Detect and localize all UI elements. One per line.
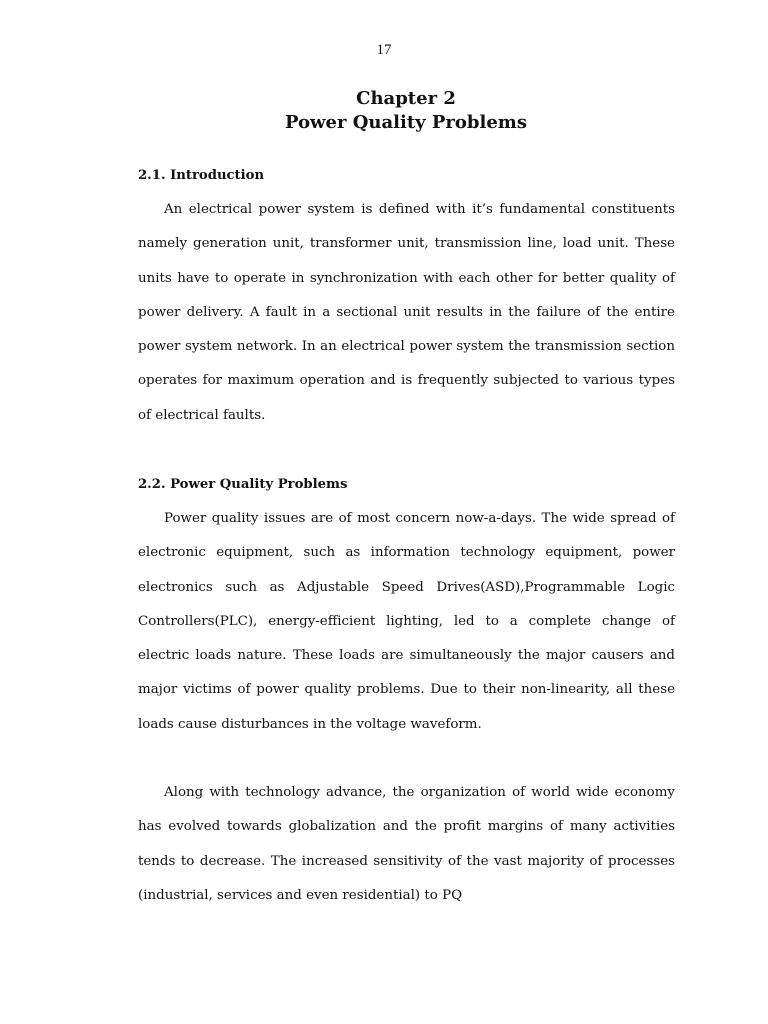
paragraph-technology-advance: Along with technology advance, the organization of world wide economy has evolved towards globalization and the profit margins of many activities tends to decrease. The increased sensitivity of the vast majority of processes (industrial, services and even residential) to PQ — [138, 785, 675, 903]
paragraph-introduction: An electrical power system is defined with it’s fundamental constituents namely generation unit, transformer unit, transmission line, load unit. These units have to operate in synchronization with each other for better quality of power delivery. A fault in a sectional unit results in the failure of the entire power system network. In an electrical power system the transmission section operates for maximum operation and is frequently subjected to various types of electrical faults. — [138, 202, 675, 423]
section-heading-introduction: 2.1. Introduction — [138, 168, 265, 183]
chapter-name: Power Quality Problems — [285, 112, 527, 133]
chapter-title — [0, 87, 768, 135]
chapter-label: Chapter 2 — [356, 88, 456, 109]
paragraph-power-quality-issues: Power quality issues are of most concern now-a-days. The wide spread of electronic equipment, such as information technology equipment, power electronics such as Adjustable Speed Drives(ASD),Programmable Logic Controllers(PLC), energy-efficient lighting, led to a complete change of electric loads nature. These loads are simultaneously the major causers and major victims of power quality problems. Due to their non-linearity, all these loads cause disturbances in the voltage waveform. — [138, 511, 675, 732]
page-number: 17 — [376, 42, 392, 58]
section-heading-power-quality-problems: 2.2. Power Quality Problems — [138, 477, 348, 492]
